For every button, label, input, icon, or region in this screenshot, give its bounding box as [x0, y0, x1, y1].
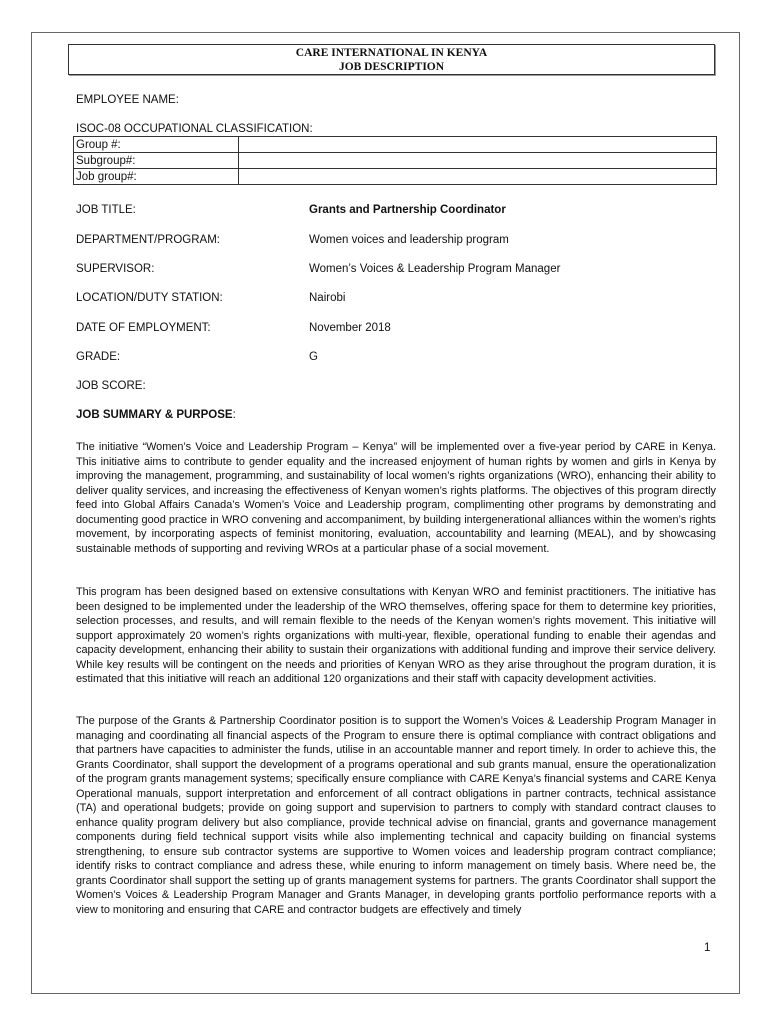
field-location [76, 291, 345, 305]
location-value: Nairobi [309, 292, 346, 304]
table-row [74, 153, 717, 169]
supervisor-label: SUPERVISOR: [76, 263, 155, 275]
subgroup-label: Subgroup#: [74, 153, 239, 169]
job-group-label: Job group#: [74, 169, 239, 185]
group-label: Group #: [74, 137, 239, 153]
field-department [76, 233, 509, 247]
group-value [239, 137, 717, 153]
department-label: DEPARTMENT/PROGRAM: [76, 234, 220, 246]
page-number: 1 [704, 942, 711, 954]
employee-name-label: EMPLOYEE NAME: [76, 94, 179, 106]
summary-paragraph-3: The purpose of the Grants & Partnership Coordinator position is to support the Women’s Voices & Leadership Program Manager in managing and coordinating all financial aspects of the Program to ensure there is optimal compliance with contract obligations and that partners have capacities to administer the funds, utilise in an accountable manner and report timely. In order to achieve this, the Grants Coordinator, shall support the development of a programs operational and sub grants manual, ensure the operationalization of the program grants management systems; specifically ensure compliance with CARE Kenya’s financial systems and CARE Kenya Operational manuals, support interpretation and enforcement of all contract obligations in partner contracts, technical assistance (TA) and operational budgets; provide on going support and supervision to partners to comply with standard contract clauses to enhance quality program delivery but also compliance, provide technical advise on financial, grants and governance management components during field technical support visits while also implementing technical and capacity building on financial systems strengthening, to ensure sub contractor systems are supportive to Women voices and leadership program contract compliance; identify risks to contract compliance and adress these, while enuring to inform management on timely basis. Where need be, the grants Coordinator shall support the setting up of grants management systems for partners. The grants Coordinator shall support the Women’s Voices & Leadership Program Manager and Grants Manager, in developing grants portfolio performance reports with a view to monitoring and ensuring that CARE and contractor budgets are effectively and timely [76, 715, 716, 916]
organization-title: CARE INTERNATIONAL IN KENYA [295, 47, 488, 59]
job-title-label: JOB TITLE: [76, 204, 136, 216]
field-job-score [76, 379, 309, 393]
date-of-employment-value: November 2018 [309, 322, 391, 334]
job-score-label: JOB SCORE: [76, 380, 146, 392]
job-title-value: Grants and Partnership Coordinator [309, 204, 506, 216]
table-row [74, 169, 717, 185]
summary-heading [76, 408, 236, 422]
summary-heading-text: JOB SUMMARY & PURPOSE [76, 409, 233, 421]
subgroup-value [239, 153, 717, 169]
summary-heading-colon: : [232, 409, 236, 421]
isoc-heading: ISOC-08 OCCUPATIONAL CLASSIFICATION: [76, 123, 313, 135]
field-supervisor [76, 262, 560, 276]
supervisor-value: Women’s Voices & Leadership Program Manager [309, 263, 561, 275]
document-title-box [68, 44, 715, 75]
summary-paragraph-1: The initiative “Women’s Voice and Leadership Program – Kenya” will be implemented over a five-year period by CARE in Kenya. This initiative aims to contribute to gender equality and the increased enjoyment of human rights by women and girls in Kenya by improving the management, programming, and sustainability of local women’s rights organizations (WRO), enhancing their ability to deliver quality services, and increasing the effectiveness of Kenyan women’s rights platforms. The objectives of this program directly feed into Global Affairs Canada’s Women’s Voice and Leadership program, complimenting other programs by demonstrating and documenting good practice in WRO convening and accompaniment, by building intergenerational alliances within the women’s rights movement, by incorporating aspects of feminist monitoring, evaluation, accountability and learning (MEAL), and by showcasing sustainable methods of supporting and reviving WROs at a particular phase of a social movement. [76, 441, 716, 555]
job-group-value [239, 169, 717, 185]
isoc-classification-table [73, 136, 717, 185]
document-type-title: JOB DESCRIPTION [338, 61, 445, 73]
table-row [74, 137, 717, 153]
grade-label: GRADE: [76, 351, 121, 363]
summary-paragraph-2: This program has been designed based on extensive consultations with Kenyan WRO and feminist practitioners. The initiative has been designed to be implemented under the leadership of the WRO themselves, offering space for them to determine key priorities, selection processes, and results, and will remain flexible to the needs of the Kenyan women’s rights movement. This initiative will support approximately 20 women’s rights organizations with multi-year, flexible, operational funding to enable their agendas and capacity development, enhancing their ability to sustain their organizations with additional funding and improve their service delivery. While key results will be contingent on the needs and priorities of Kenyan WRO as they arise throughout the program duration, it is estimated that this initiative will reach an additional 120 organizations and their staff with capacity development activities. [76, 586, 716, 685]
field-grade [76, 350, 318, 364]
grade-value: G [309, 351, 318, 363]
location-label: LOCATION/DUTY STATION: [76, 292, 223, 304]
field-job-title [76, 203, 506, 217]
field-date-of-employment [76, 321, 391, 335]
department-value: Women voices and leadership program [309, 234, 509, 246]
date-of-employment-label: DATE OF EMPLOYMENT: [76, 322, 211, 334]
